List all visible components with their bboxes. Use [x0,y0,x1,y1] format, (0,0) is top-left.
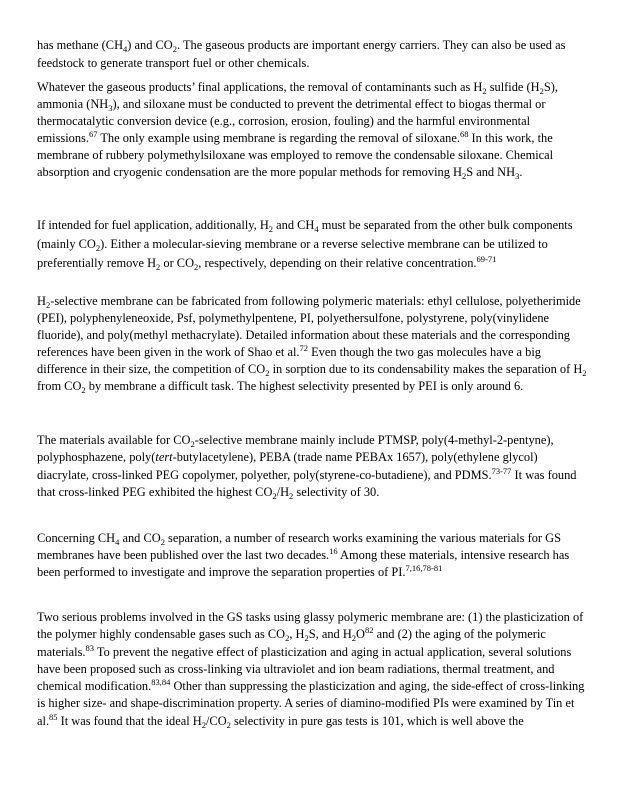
text-run: separation, a number of research works examining the various materials for GS membranes have been published over the last two decades. [37,531,561,563]
text-run: . The gaseous products are important energy carriers. They can also be used as feedstock to generate transport fuel or other chemicals. [37,38,566,70]
paragraph-co2-selective [37,432,589,502]
citation-superscript: 83,84 [151,677,171,688]
paragraph-fuel-application [37,216,589,273]
text-run: S, and H [308,627,352,642]
subscript: 2 [265,368,270,379]
text-run: S), ammonia (NH [37,80,558,112]
citation-superscript: 82 [365,625,374,636]
text-run: The only example using membrane is regarding the removal of siloxane. [97,131,460,146]
subscript: 2 [226,719,231,730]
text-run: sulfide (H [486,80,540,94]
subscript: 2 [268,224,274,234]
subscript: 2 [45,300,51,310]
text-run: in sorption due to its condensability makes the separation of H [269,362,583,377]
text-run: must be separated from the other bulk components (mainly CO [37,218,573,251]
text-run: It was found that the ideal H [57,713,202,728]
text-run: S and NH [466,165,516,180]
text-run: Two serious problems involved in the GS tasks using glassy polymeric membrane are: (1) the plasticization of the polymer highly condensable gases such as CO [37,610,584,642]
text-run: -selective membrane can be fabricated from following polymeric materials: ethyl cellulose, polyetherimide (PEI), polyphenyleneoxide, Psf, polymethylpentene, PI, polyethersulfone, polystyrene, poly(vinylidene fluoride), and poly(methyl methacrylate). Detailed information about these materials and the corresponding references have been given in the work of Shao et al. [37,294,581,360]
text-run: In this work, the membrane of rubbery polymethylsiloxane was employed to remove the condensable siloxane. Chemical absorption and cryogenic condensation are the more popular methods for removing H [37,131,554,180]
subscript: 4 [115,537,120,547]
text-run: from CO [37,379,82,394]
subscript: 2 [304,633,309,644]
citation-superscript: 67 [88,129,98,140]
subscript: 2 [461,171,467,182]
text-run: To prevent the negative effect of plasticization and aging in actual application, several solutions have been proposed such as cross-linking via ultraviolet and ion beam radiations, thermal treatment, and chemical modification. [37,644,572,694]
paragraph-contaminant-removal [37,79,589,182]
text-run: -butylacetylene), PEBA (trade name PEBAx 1657), poly(ethylene glycol) diacrylate, cross-linked PEG copolymer, polyether, poly(styrene-co-butadiene), and PDMS. [37,450,538,482]
text-run: It was found that cross-linked PEG exhibited the highest CO [37,467,577,500]
text-run: and CO [119,531,161,545]
subscript: 2 [201,719,206,730]
subscript: 4 [123,44,128,54]
text-run: /H [276,485,290,500]
text-run: Among these materials, intensive research has been performed to investigate and improve the separation properties of PI. [37,548,570,580]
text-run: /CO [205,713,227,728]
subscript: 2 [351,633,357,644]
citation-superscript: 83 [85,642,95,653]
text-run: selectivity in pure gas tests is 101, which is well above the [230,713,524,728]
subscript: 2 [289,491,294,502]
subscript: 2 [95,243,101,253]
text-run: -selective membrane mainly include PTMSP, poly(4-methyl-2-pentyne), polyphosphazene, poly( [37,433,554,465]
citation-superscript: 68 [459,129,469,140]
text-run: O [356,627,365,642]
subscript: 2 [172,44,177,54]
subscript: 4 [314,224,319,234]
text-run: ). Either a molecular-sieving membrane or a reverse selective membrane can be utilized to preferentially remove H [37,237,548,270]
paragraph-h2-selective [37,293,589,396]
text-run: by membrane a difficult task. The highest selectivity presented by PEI is only around 6. [85,379,524,394]
text-run: ), and siloxane must be conducted to prevent the detrimental effect to biogas thermal or thermocatalytic conversion device (e.g., corrosion, erosion, fouling) and the harmful environmental emissions. [37,97,546,146]
subscript: 2 [156,262,161,272]
text-run: Other than suppressing the plasticization and aging, the side-effect of cross-linking is higher size- and shape-discrimination property. A series of diamino-modified PIs were examined by Tin et al. [37,679,585,728]
italic-text: tert [155,450,173,465]
subscript: 2 [81,385,86,396]
citation-superscript: 72 [299,343,309,354]
text-run: or CO [160,256,195,270]
text-run: , H [289,627,305,642]
text-run: If intended for fuel application, additionally, H [37,218,269,232]
text-run: , respectively, depending on their relative concentration. [198,256,477,270]
citation-superscript: 69-71 [476,254,497,264]
subscript: 2 [160,537,165,547]
text-run: and (2) the aging of the polymeric materials. [37,627,546,659]
subscript: 2 [482,86,487,96]
text-run: The materials available for CO [37,433,191,447]
subscript: 2 [194,262,199,272]
paragraph-glassy-membrane-problems [37,609,589,730]
paragraph-biogas-products [37,36,589,72]
citation-superscript: 85 [49,711,58,722]
subscript: 2 [285,633,290,644]
text-run: Whatever the gaseous products’ final applications, the removal of contaminants such as H [37,80,483,94]
subscript: 2 [539,86,544,96]
text-run: . [519,165,523,180]
text-run: Concerning CH [37,531,116,545]
subscript: 2 [190,439,195,449]
text-run: and CH [273,218,315,232]
text-run: selectivity of 30. [293,485,380,500]
paragraph-ch4-co2-separation [37,530,589,582]
subscript: 2 [582,368,587,379]
text-run: has methane (CH [37,38,124,52]
text-run: H [37,294,46,308]
subscript: 3 [108,103,113,114]
text-run: Even though the two gas molecules have a big difference in their size, the competition of CO [37,345,541,377]
citation-superscript: 16 [329,546,338,557]
subscript: 3 [515,171,520,182]
citation-superscript: 7,16,78-81 [405,563,443,574]
subscript: 2 [272,491,277,502]
citation-superscript: 73-77 [491,465,512,476]
text-run: ) and CO [127,38,173,52]
